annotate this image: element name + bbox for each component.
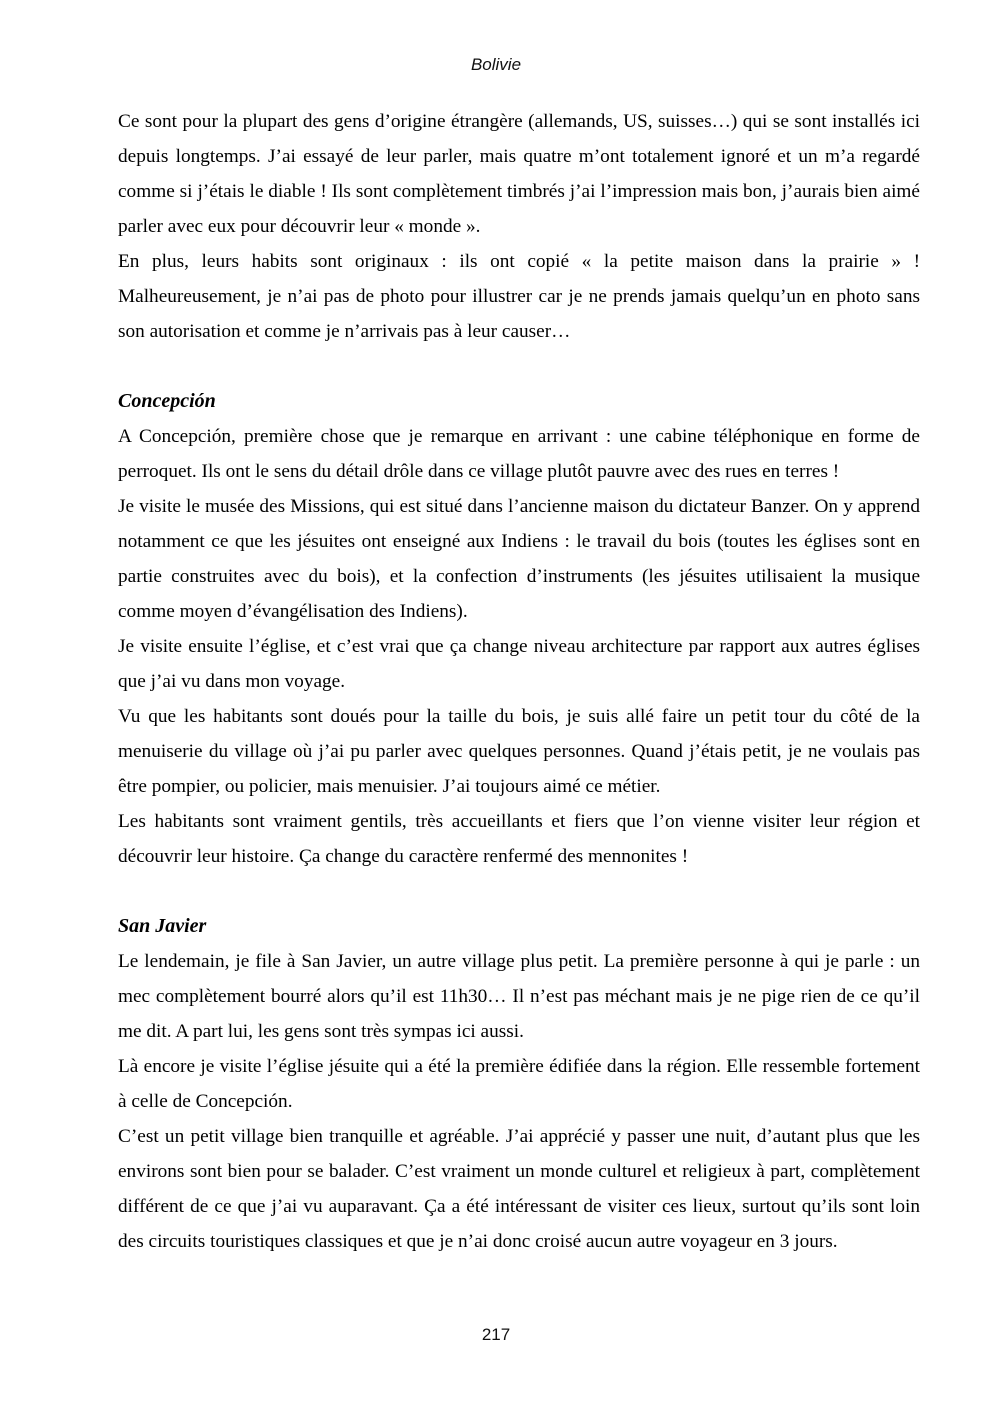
paragraph: Les habitants sont vraiment gentils, très accueillants et fiers que l’on vienne visiter leur région et découvrir leur histoire. Ça change du caractère renfermé des mennonites !	[118, 811, 920, 867]
page-content	[118, 104, 920, 1259]
paragraph: Je visite ensuite l’église, et c’est vrai que ça change niveau architecture par rapport aux autres églises que j’ai vu dans mon voyage.	[118, 636, 920, 692]
paragraph: A Concepción, première chose que je remarque en arrivant : une cabine téléphonique en forme de perroquet. Ils ont le sens du détail drôle dans ce village plutôt pauvre avec des rues en terres !	[118, 426, 920, 482]
paragraph: Je visite le musée des Missions, qui est situé dans l’ancienne maison du dictateur Banzer. On y apprend notamment ce que les jésuites ont enseigné aux Indiens : le travail du bois (toutes les églises sont en partie construites avec du bois), et la confection d’instruments (les jésuites utilisaient la musique comme moyen d’évangélisation des Indiens).	[118, 496, 920, 622]
page-title: Bolivie	[470, 55, 522, 74]
paragraph: Le lendemain, je file à San Javier, un autre village plus petit. La première personne à qui je parle : un mec complètement bourré alors qu’il est 11h30… Il n’est pas méchant mais je ne pige rien de ce qu’il me dit. A part lui, les gens sont très sympas ici aussi.	[118, 951, 920, 1042]
section-heading-san-javier: San Javier	[118, 915, 207, 937]
page-number: 217	[481, 1325, 511, 1344]
paragraph: C’est un petit village bien tranquille et agréable. J’ai apprécié y passer une nuit, d’autant plus que les environs sont bien pour se balader. C’est vraiment un monde culturel et religieux à part, complètement différent de ce que j’ai vu auparavant. Ça a été intéressant de visiter ces lieux, surtout qu’ils sont loin des circuits touristiques classiques et que je n’ai donc croisé aucun autre voyageur en 3 jours.	[118, 1126, 920, 1252]
paragraph: En plus, leurs habits sont originaux : ils ont copié « la petite maison dans la prairie » ! Malheureusement, je n’ai pas de photo pour illustrer car je ne prends jamais quelqu’un en photo sans son autorisation et comme je n’arrivais pas à leur causer…	[118, 251, 920, 342]
paragraph: Là encore je visite l’église jésuite qui a été la première édifiée dans la région. Elle ressemble fortement à celle de Concepción.	[118, 1056, 920, 1112]
paragraph: Vu que les habitants sont doués pour la taille du bois, je suis allé faire un petit tour du côté de la menuiserie du village où j’ai pu parler avec quelques personnes. Quand j’étais petit, je ne voulais pas être pompier, ou policier, mais menuisier. J’ai toujours aimé ce métier.	[118, 706, 920, 797]
paragraph: Ce sont pour la plupart des gens d’origine étrangère (allemands, US, suisses…) qui se sont installés ici depuis longtemps. J’ai essayé de leur parler, mais quatre m’ont totalement ignoré et un m’a regardé comme si j’étais le diable ! Ils sont complètement timbrés j’ai l’impression mais bon, j’aurais bien aimé parler avec eux pour découvrir leur « monde ».	[118, 111, 920, 237]
section-heading-concepcion: Concepción	[118, 390, 216, 412]
